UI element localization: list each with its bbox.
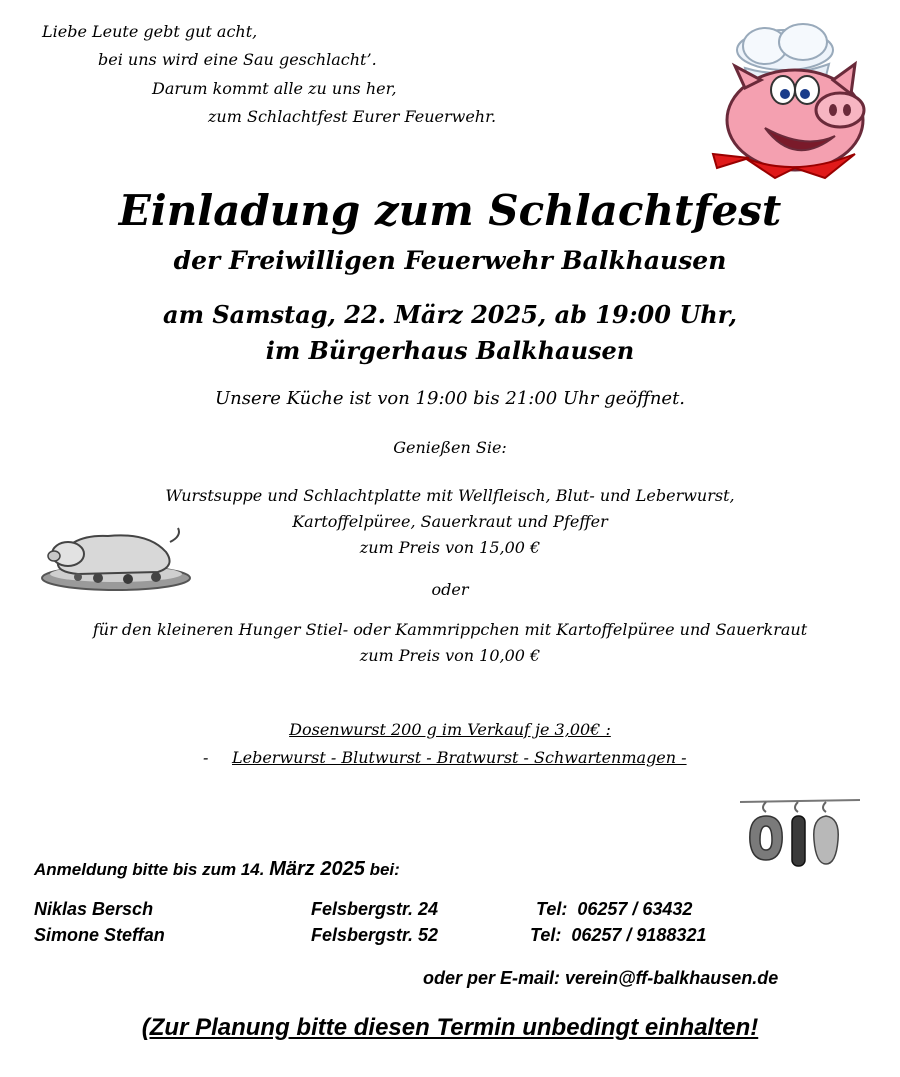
kitchen-hours: Unsere Küche ist von 19:00 bis 21:00 Uhr geöffnet. (214, 388, 686, 409)
enjoy-heading: Genießen Sie: (393, 438, 507, 457)
menu1-line1: Wurstsuppe und Schlachtplatte mit Wellfleisch, Blut- und Leberwurst, (165, 486, 735, 505)
menu1-price: zum Preis von 15,00 € (359, 538, 541, 557)
oder-text: oder (431, 580, 469, 599)
event-venue: im Bürgerhaus Balkhausen (265, 336, 635, 365)
menu1-line2: Kartoffelpüree, Sauerkraut und Pfeffer (292, 512, 608, 531)
poem-line-4: zum Schlachtfest Eurer Feuerwehr. (208, 107, 497, 126)
contact-2-name: Simone Steffan (34, 925, 165, 945)
sale-dash: - (203, 748, 209, 767)
subtitle: der Freiwilligen Feuerwehr Balkhausen (173, 246, 727, 275)
poem-line-1: Liebe Leute gebt gut acht, (42, 22, 258, 41)
contact-1-phone: Tel: 06257 / 63432 (536, 899, 693, 919)
sale-heading: Dosenwurst 200 g im Verkauf je 3,00€ : (289, 720, 611, 739)
registration-suffix: bei: (369, 860, 400, 879)
menu2-line1: für den kleineren Hunger Stiel- oder Kammrippchen mit Kartoffelpüree und Sauerkraut (92, 620, 808, 639)
sale-items: Leberwurst - Blutwurst - Bratwurst - Schwartenmagen - (232, 748, 687, 767)
page-title: Einladung zum Schlachtfest (118, 186, 782, 235)
poem-line-3: Darum kommt alle zu uns her, (152, 79, 397, 98)
contact-1-street: Felsbergstr. 24 (311, 899, 439, 919)
menu2-price: zum Preis von 10,00 € (359, 646, 541, 665)
email-line: oder per E-mail: verein@ff-balkhausen.de (423, 968, 779, 988)
contact-2-street: Felsbergstr. 52 (311, 925, 439, 945)
hanging-sausages-icon (740, 792, 860, 872)
registration-date: März 2025 (269, 858, 365, 880)
pig-chef-icon (705, 18, 880, 186)
event-date: am Samstag, 22. März 2025, ab 19:00 Uhr, (163, 300, 737, 329)
footer-note: (Zur Planung bitte diesen Termin unbedingt einhalten! (141, 1014, 759, 1041)
poem-line-2: bei uns wird eine Sau geschlacht’. (98, 50, 377, 69)
registration-line (34, 858, 400, 881)
registration-prefix: Anmeldung bitte bis zum 14. (34, 860, 265, 879)
contact-1-name: Niklas Bersch (34, 899, 154, 919)
contact-2-phone: Tel: 06257 / 9188321 (530, 925, 707, 945)
